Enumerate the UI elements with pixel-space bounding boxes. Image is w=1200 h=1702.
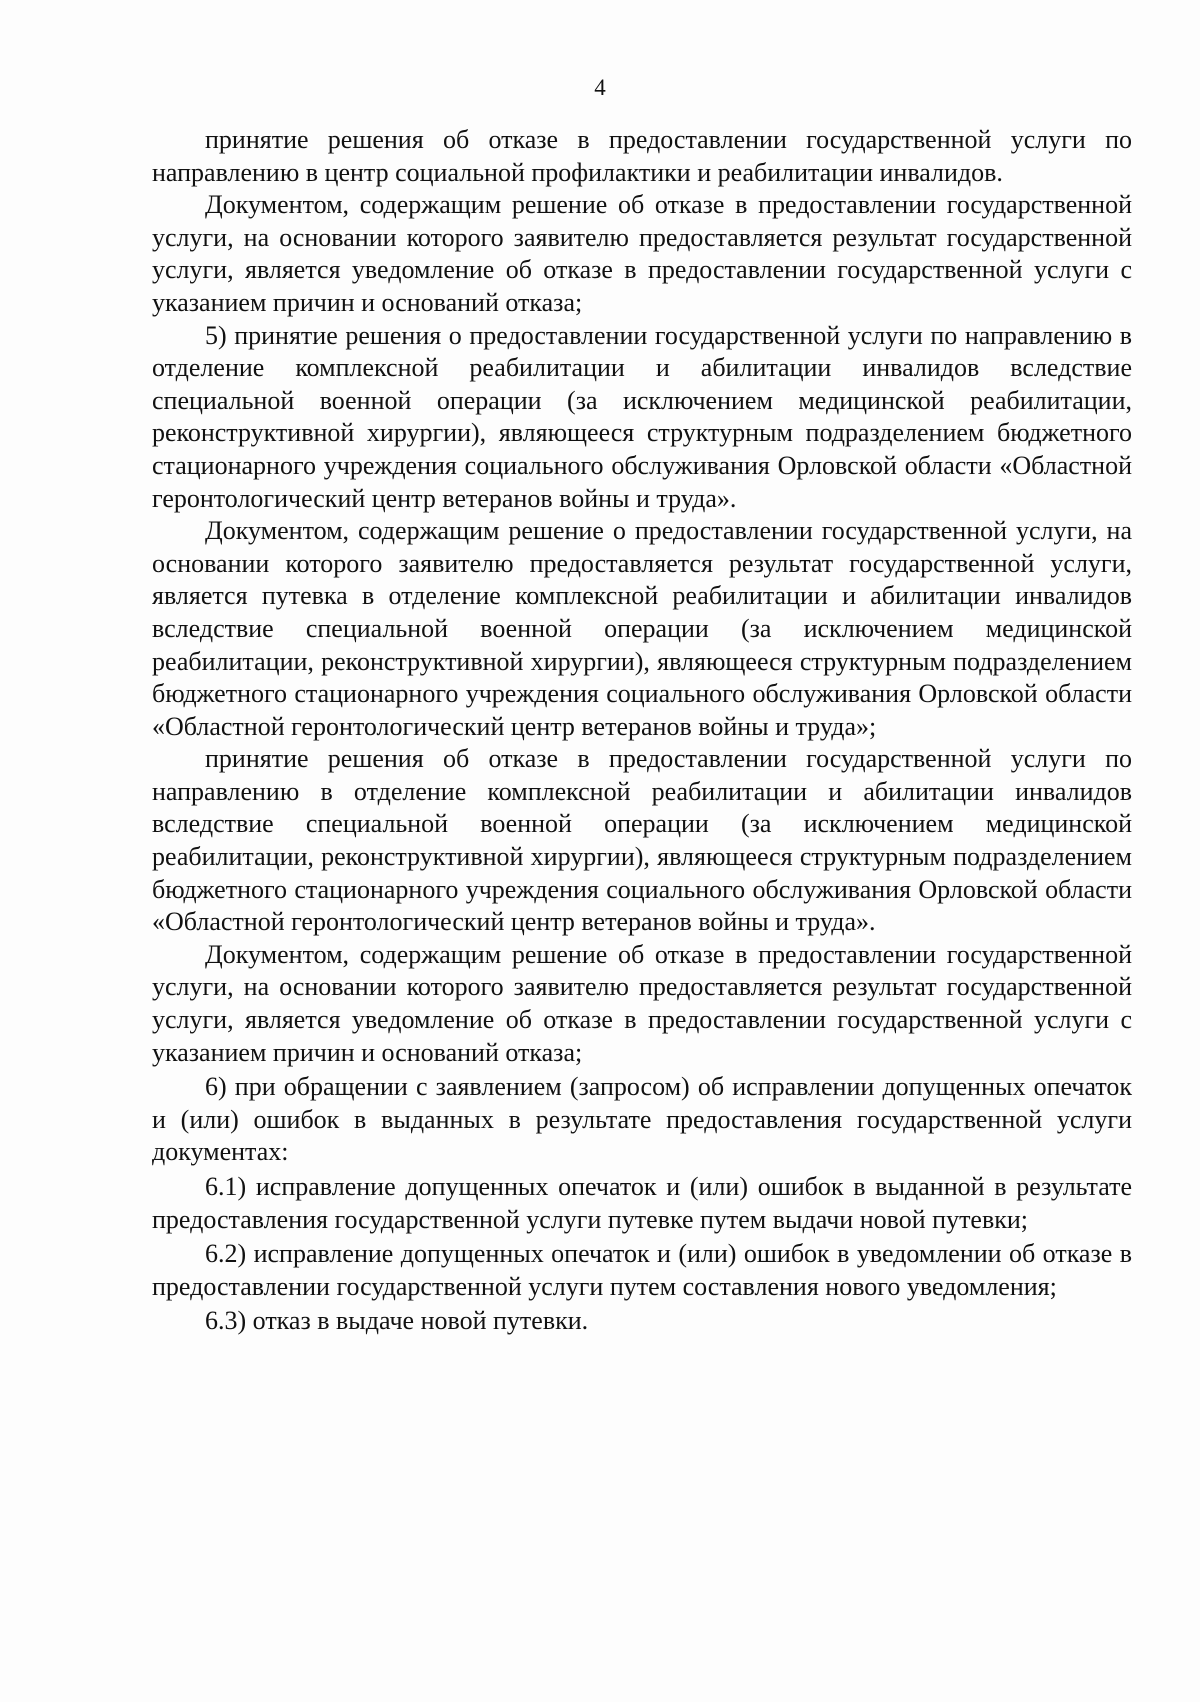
paragraph-refusal-document-2: Документом, содержащим решение об отказе в предоставлении государственной услуги, на основании которого заявителю предоставляется результат государственной услуги, является уведомление об отказе в предоставлении государственной услуги с указанием причин и оснований отказа;: [152, 939, 1132, 1067]
paragraph-item-6-1: 6.1) исправление допущенных опечаток и (или) ошибок в выданной в результате предоставления государственной услуги путевке путем выдачи новой путевки;: [152, 1172, 1132, 1234]
paragraph-refusal-center: принятие решения об отказе в предоставлении государственной услуги по направлению в центр социальной профилактики и реабилитации инвалидов.: [152, 125, 1132, 187]
paragraph-item-6-2: 6.2) исправление допущенных опечаток и (или) ошибок в уведомлении об отказе в предоставлении государственной услуги путем составления нового уведомления;: [152, 1239, 1132, 1301]
page-number: 4: [594, 75, 606, 100]
document-body: [152, 124, 1132, 1338]
paragraph-refusal-department: принятие решения об отказе в предоставлении государственной услуги по направлению в отделение комплексной реабилитации и абилитации инвалидов вследствие специальной военной операции (за исключением медицинской реабилитации, реконструктивной хирургии), являющееся структурным подразделением бюджетного стационарного учреждения социального обслуживания Орловской области «Областной геронтологический центр ветеранов войны и труда».: [152, 744, 1132, 937]
paragraph-item-6: 6) при обращении с заявлением (запросом) об исправлении допущенных опечаток и (или) ошибок в выданных в результате предоставления государственной услуги документах:: [152, 1072, 1132, 1167]
paragraph-item-5: 5) принятие решения о предоставлении государственной услуги по направлению в отделение комплексной реабилитации и абилитации инвалидов вследствие специальной военной операции (за исключением медицинской реабилитации, реконструктивной хирургии), являющееся структурным подразделением бюджетного стационарного учреждения социального обслуживания Орловской области «Областной геронтологический центр ветеранов войны и труда».: [152, 320, 1132, 513]
paragraph-item-6-3: 6.3) отказ в выдаче новой путевки.: [205, 1306, 589, 1336]
paragraph-grant-document: Документом, содержащим решение о предоставлении государственной услуги, на основании которого заявителю предоставляется результат государственной услуги, является путевка в отделение комплексной реабилитации и абилитации инвалидов вследствие специальной военной операции (за исключением медицинской реабилитации, реконструктивной хирургии), являющееся структурным подразделением бюджетного стационарного учреждения социального обслуживания Орловской области «Областной геронтологический центр ветеранов войны и труда»;: [152, 516, 1132, 741]
paragraph-refusal-document: Документом, содержащим решение об отказе в предоставлении государственной услуги, на основании которого заявителю предоставляется результат государственной услуги, является уведомление об отказе в предоставлении государственной услуги с указанием причин и оснований отказа;: [152, 190, 1132, 317]
